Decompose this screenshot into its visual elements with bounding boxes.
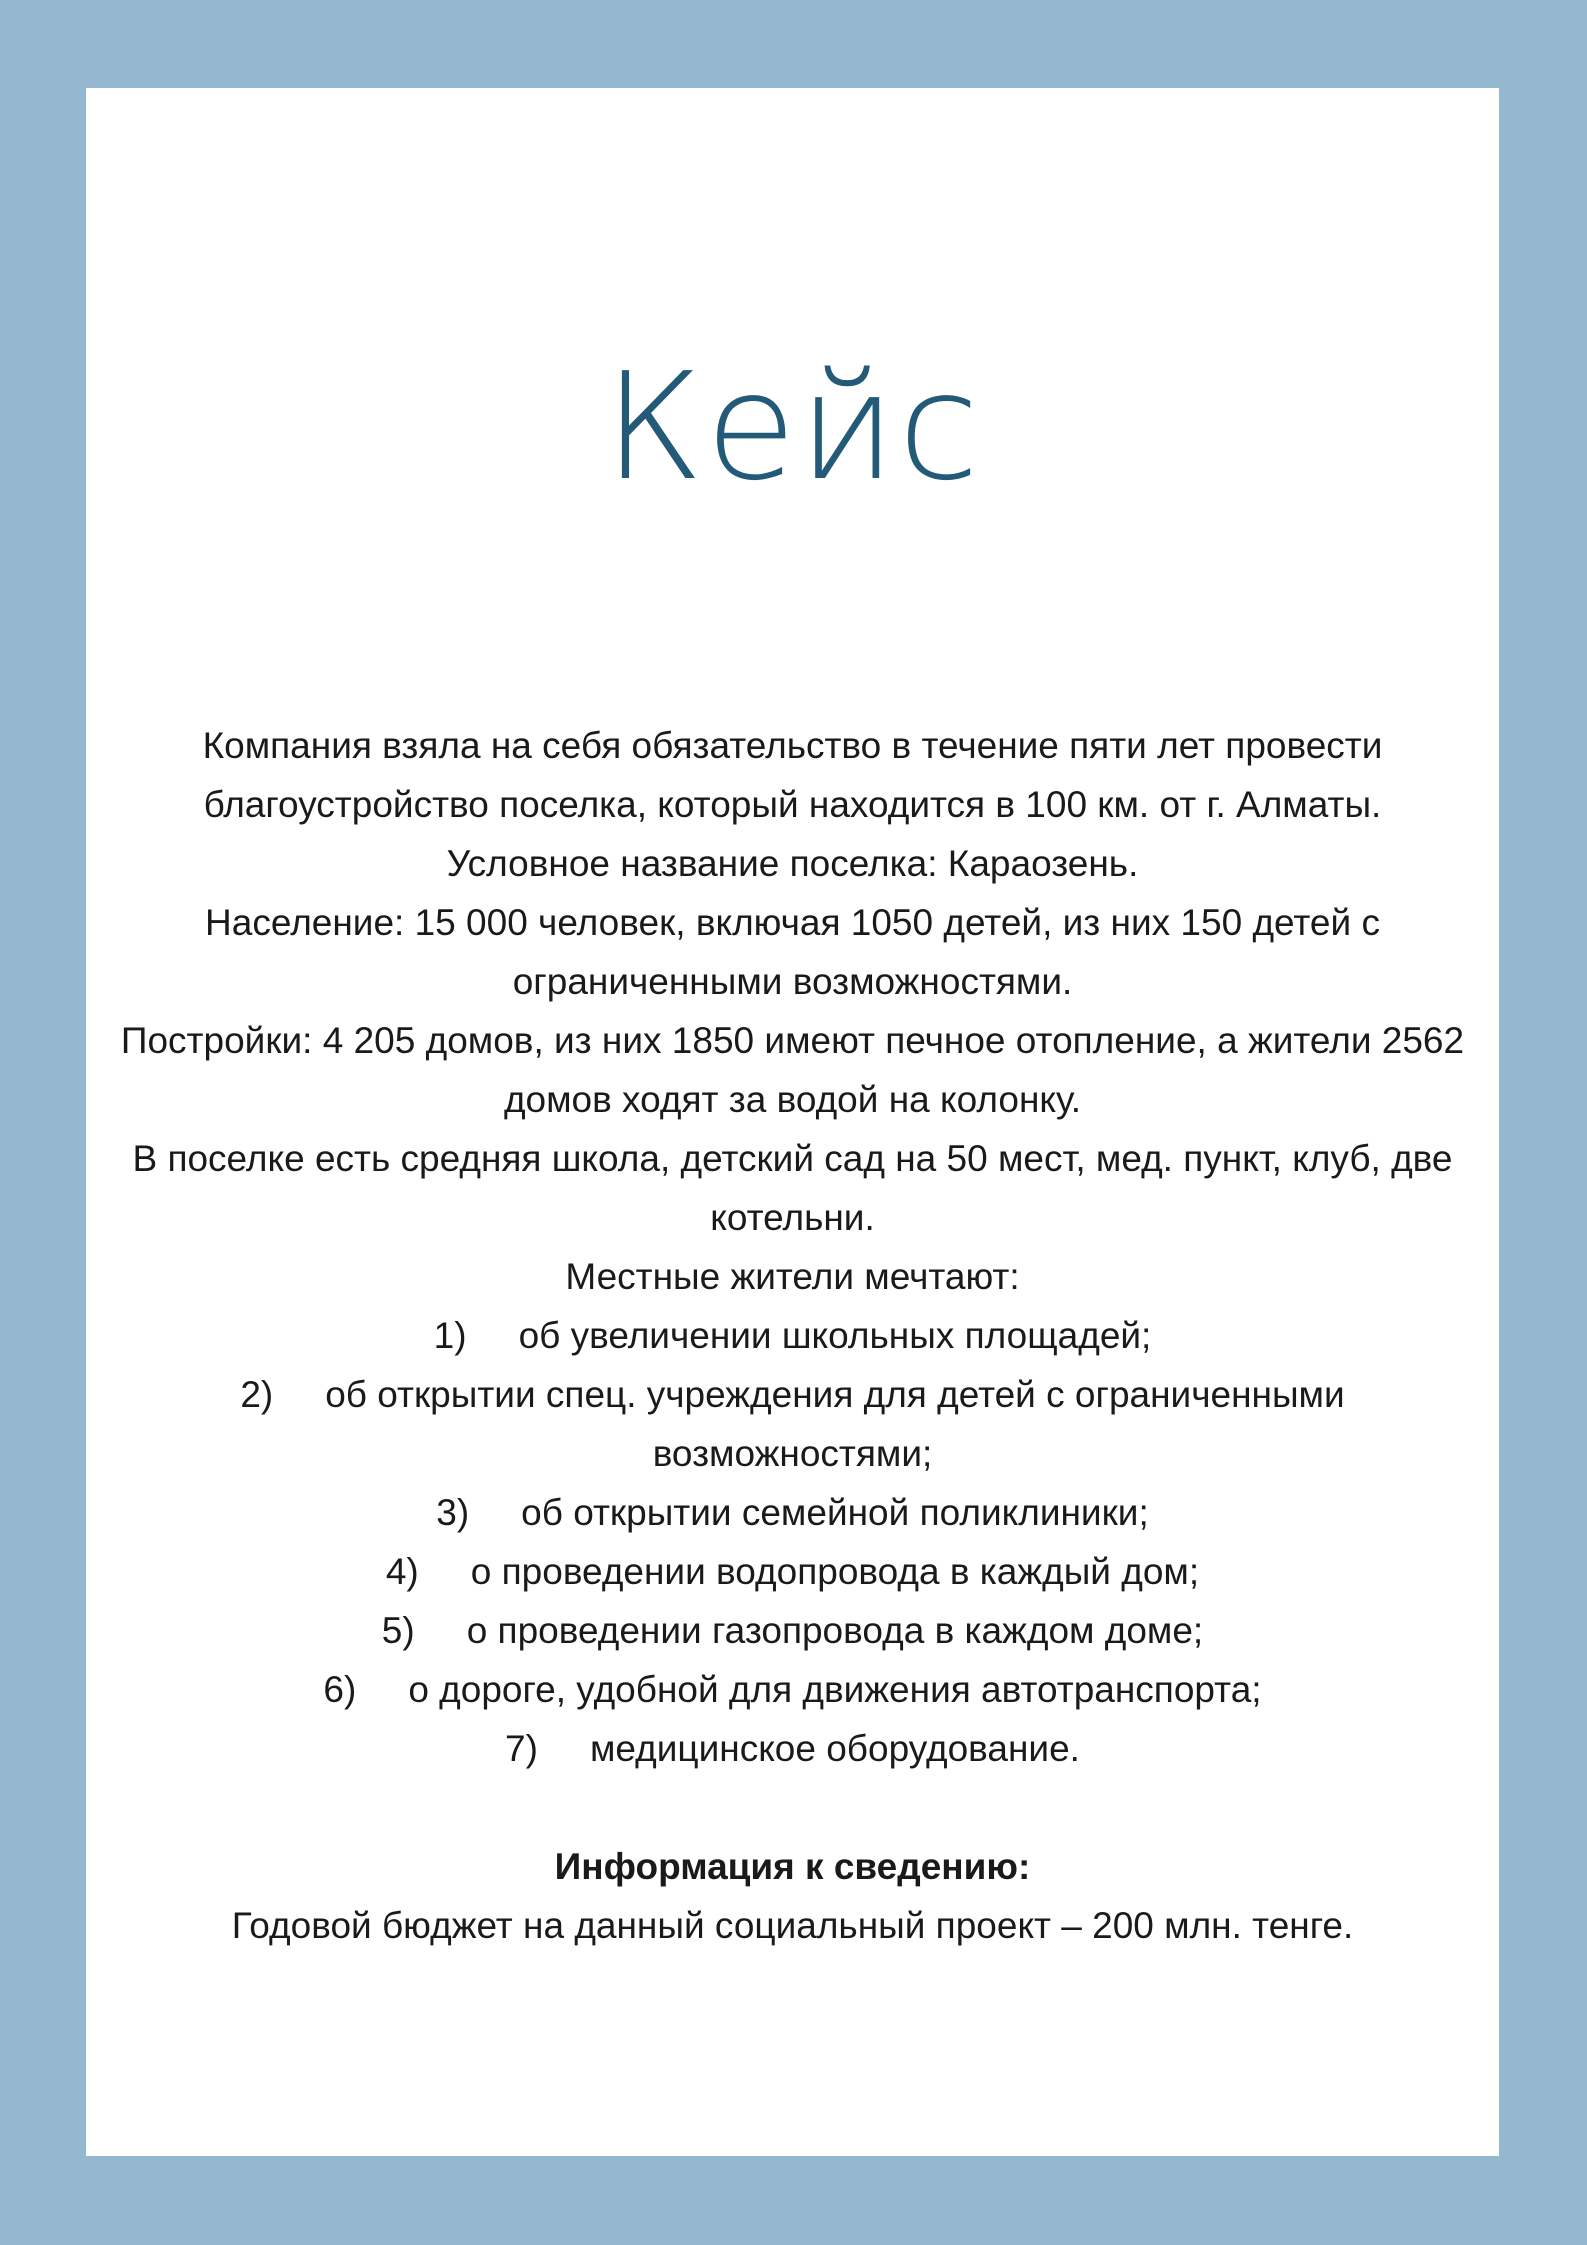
paragraph-village-name: Условное название поселка: Караозень. bbox=[446, 843, 1139, 884]
list-item bbox=[104, 1660, 1481, 1719]
list-item-text: о дороге, удобной для движения автотранспорта; bbox=[408, 1669, 1262, 1710]
paragraph-facilities: В поселке есть средняя школа, детский сад на 50 мест, мед. пункт, клуб, две котельни. bbox=[132, 1138, 1453, 1238]
wishes-list bbox=[104, 1306, 1481, 1778]
list-item-text: об открытии семейной поликлиники; bbox=[521, 1492, 1149, 1533]
list-item-number: 7) bbox=[505, 1728, 538, 1769]
list-item-number: 1) bbox=[433, 1315, 467, 1356]
list-item-text: об увеличении школьных площадей; bbox=[518, 1315, 1152, 1356]
list-item bbox=[104, 1365, 1481, 1483]
list-item bbox=[104, 1542, 1481, 1601]
list-item bbox=[104, 1306, 1481, 1365]
list-item-text: о проведении водопровода в каждый дом; bbox=[470, 1551, 1200, 1592]
list-item-text: медицинское оборудование. bbox=[589, 1728, 1080, 1769]
list-item bbox=[104, 1601, 1481, 1660]
section-spacer bbox=[104, 1778, 1481, 1837]
document-title: Кейс bbox=[603, 341, 982, 513]
list-item-text: о проведении газопровода в каждом доме; bbox=[466, 1610, 1204, 1651]
list-item bbox=[104, 1483, 1481, 1542]
paragraph-intro: Компания взяла на себя обязательство в течение пяти лет провести благоустройство поселка, который находится в 100 км. от г. Алматы. bbox=[202, 725, 1383, 825]
info-budget-text: Годовой бюджет на данный социальный проект – 200 млн. тенге. bbox=[231, 1905, 1354, 1946]
document-page bbox=[86, 88, 1499, 2156]
document-body bbox=[104, 716, 1481, 1955]
list-item-text: об открытии спец. учреждения для детей с ограниченными возможностями; bbox=[325, 1374, 1345, 1474]
paragraph-wishes-intro: Местные жители мечтают: bbox=[565, 1256, 1020, 1297]
list-item-number: 3) bbox=[436, 1492, 470, 1533]
info-heading: Информация к сведению: bbox=[554, 1846, 1031, 1887]
list-item-number: 6) bbox=[323, 1669, 357, 1710]
list-item bbox=[104, 1719, 1481, 1778]
list-item-number: 2) bbox=[240, 1374, 274, 1415]
list-item-number: 5) bbox=[381, 1610, 415, 1651]
paragraph-population: Население: 15 000 человек, включая 1050 детей, из них 150 детей с ограниченными возможностями. bbox=[205, 902, 1380, 1002]
list-item-number: 4) bbox=[385, 1551, 419, 1592]
paragraph-buildings: Постройки: 4 205 домов, из них 1850 имеют печное отопление, а жители 2562 домов ходят за водой на колонку. bbox=[120, 1020, 1465, 1120]
